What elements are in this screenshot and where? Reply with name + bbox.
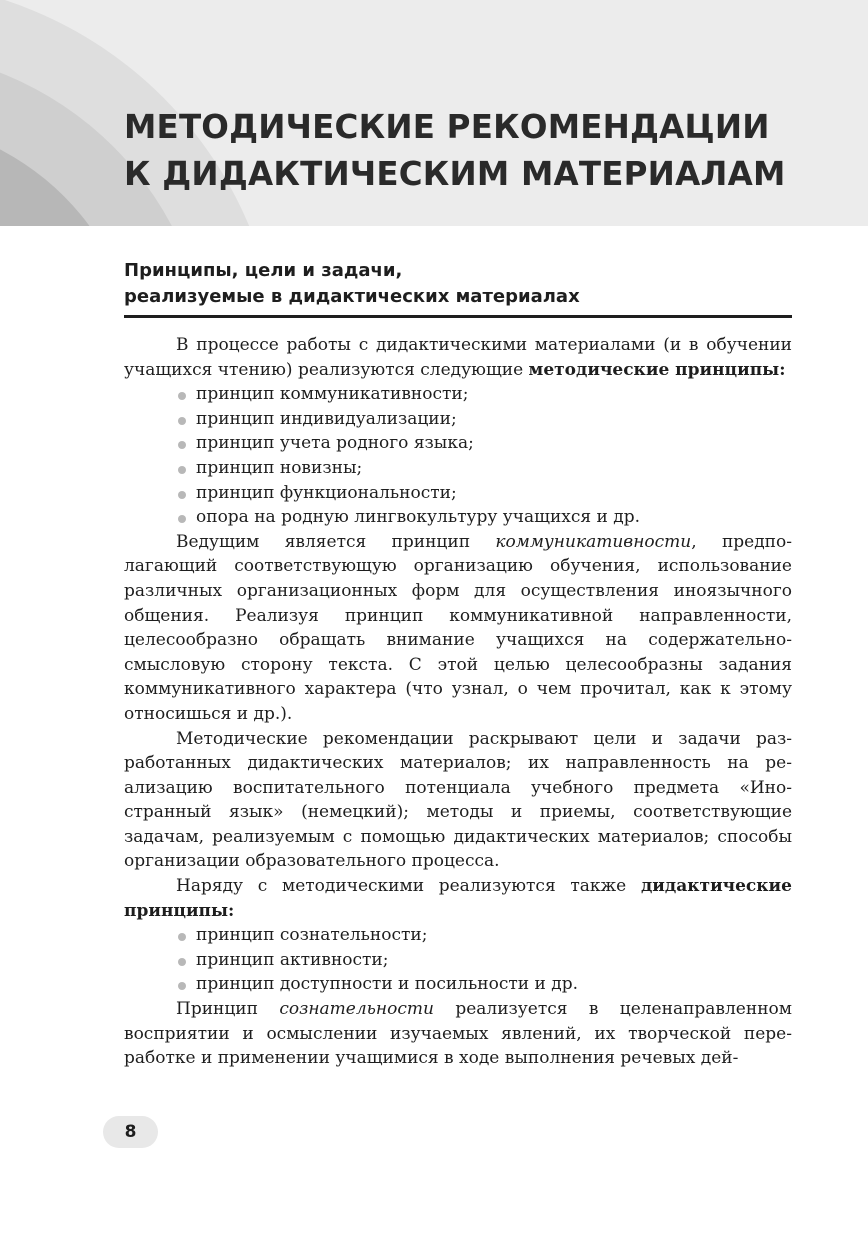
chapter-title-line-1: МЕТОДИЧЕСКИЕ РЕКОМЕНДАЦИИ (124, 108, 770, 146)
list-item: принцип новизны; (124, 456, 792, 481)
didactic-principles-list (124, 923, 792, 997)
paragraph-2-italic: коммуникативности (495, 531, 692, 552)
list-item: принцип доступности и посильности и др. (124, 972, 792, 997)
paragraph-5-end: реализуется в целенаправленном восприятии и осмыслении изучаемых явлений, их творческой переработке и применении учащимися в ходе выполнения речевых дей- (124, 999, 792, 1069)
chapter-title (124, 104, 786, 198)
list-item: принцип коммуникативности; (124, 382, 792, 407)
paragraph-1-text: В процессе работы с дидактическими материалами (и в обучении учащихся чтению) реализуются следующие (124, 335, 792, 380)
paragraph-2-start: Ведущим является принцип (176, 531, 496, 552)
chapter-title-line-2: К ДИДАКТИЧЕСКИМ МАТЕРИАЛАМ (124, 155, 786, 193)
paragraph-4-end: : (228, 900, 235, 921)
paragraph-1 (124, 333, 792, 382)
paragraph-2 (124, 530, 792, 727)
methodical-principles-list (124, 382, 792, 530)
paragraph-5 (124, 997, 792, 1071)
list-item: принцип сознательности; (124, 923, 792, 948)
body-text (124, 333, 792, 1071)
section-heading-line-1: Принципы, цели и задачи, (124, 260, 403, 281)
list-item: опора на родную лингвокультуру учащихся и др. (124, 505, 792, 530)
page-number: 8 (103, 1116, 158, 1148)
paragraph-1-end: : (779, 359, 786, 380)
paragraph-4-text: Наряду с методическими реализуются также (176, 876, 641, 897)
list-item: принцип активности; (124, 948, 792, 973)
list-item: принцип учета родного языка; (124, 431, 792, 456)
paragraph-3: Методические рекомендации раскрывают цели и задачи разработанных дидактических материалов; их направленность на реализацию воспитательного потенциала учебного предмета «Иностранный язык» (немецкий); методы и приемы, соответствующие задачам, реализуемым с помощью дидактических материалов; способы организации образовательного процесса. (124, 728, 792, 872)
paragraph-5-start: Принцип (176, 999, 280, 1020)
section-heading-line-2: реализуемые в дидактических материалах (124, 286, 580, 307)
paragraph-1-bold: методические принципы (528, 359, 780, 380)
section-heading (124, 258, 792, 318)
paragraph-2-end: , предполагающий соответствующую организацию обучения, использование различных организационных форм для осуществления иноязычного общения. Реализуя принцип коммуникативной направленности, целесообразно обращать внимание учащихся на содержательно-смысловую сторону текста. С этой целью целесообразны задания коммуникативного характера (что узнал, о чем прочитал, как к этому относишься и др.). (124, 531, 793, 724)
paragraph-4-bold: дидактические принципы (124, 876, 792, 921)
list-item: принцип функциональности; (124, 481, 792, 506)
paragraph-4 (124, 874, 792, 923)
chapter-header-band (0, 0, 868, 226)
list-item: принцип индивидуализации; (124, 407, 792, 432)
paragraph-5-italic: сознательности (279, 999, 434, 1020)
